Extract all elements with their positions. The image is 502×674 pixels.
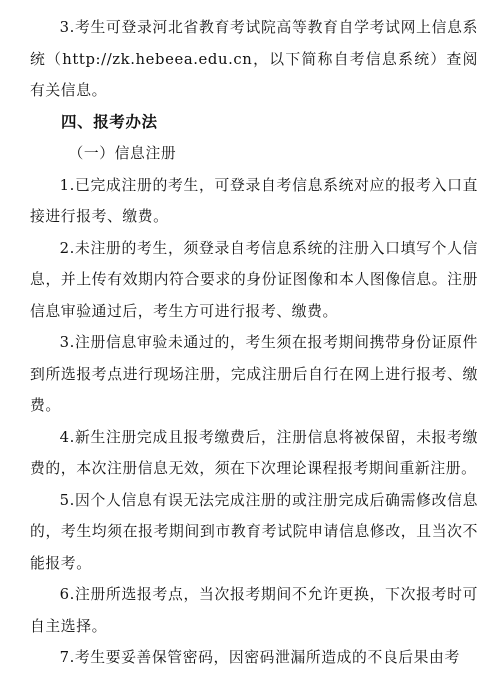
paragraph-item-5: 5.因个人信息有误无法完成注册的或注册完成后确需修改信息的，考生均须在报考期间到市教育考试院申请信息修改，且当次不能报考。 — [30, 491, 478, 572]
intro-paragraph: 3.考生可登录河北省教育考试院高等教育自学考试网上信息系统（http://zk.hebeea.edu.cn，以下简称自考信息系统）查阅有关信息。 — [30, 19, 478, 99]
paragraph-item-2: 2.未注册的考生，须登录自考信息系统的注册入口填写个人信息，并上传有效期内符合要求的身份证图像和本人图像信息。注册信息审验通过后，考生方可进行报考、缴费。 — [30, 239, 478, 320]
paragraph-item-3: 3.注册信息审验未通过的，考生须在报考期间携带身份证原件到所选报考点进行现场注册，完成注册后自行在网上进行报考、缴费。 — [30, 334, 478, 414]
paragraph-item-4: 4.新生注册完成且报考缴费后，注册信息将被保留，未报考缴费的，本次注册信息无效，须在下次理论课程报考期间重新注册。 — [30, 428, 478, 477]
paragraph-item-1: 1.已完成注册的考生，可登录自考信息系统对应的报考入口直接进行报考、缴费。 — [30, 176, 478, 225]
section-heading: 四、报考办法 — [61, 112, 158, 131]
paragraph-item-7: 7.考生要妥善保管密码，因密码泄漏所造成的不良后果由考 — [59, 649, 460, 666]
paragraph-item-6: 6.注册所选报考点，当次报考期间不允许更换，下次报考时可自主选择。 — [30, 586, 478, 635]
subsection-heading: （一）信息注册 — [68, 145, 177, 162]
